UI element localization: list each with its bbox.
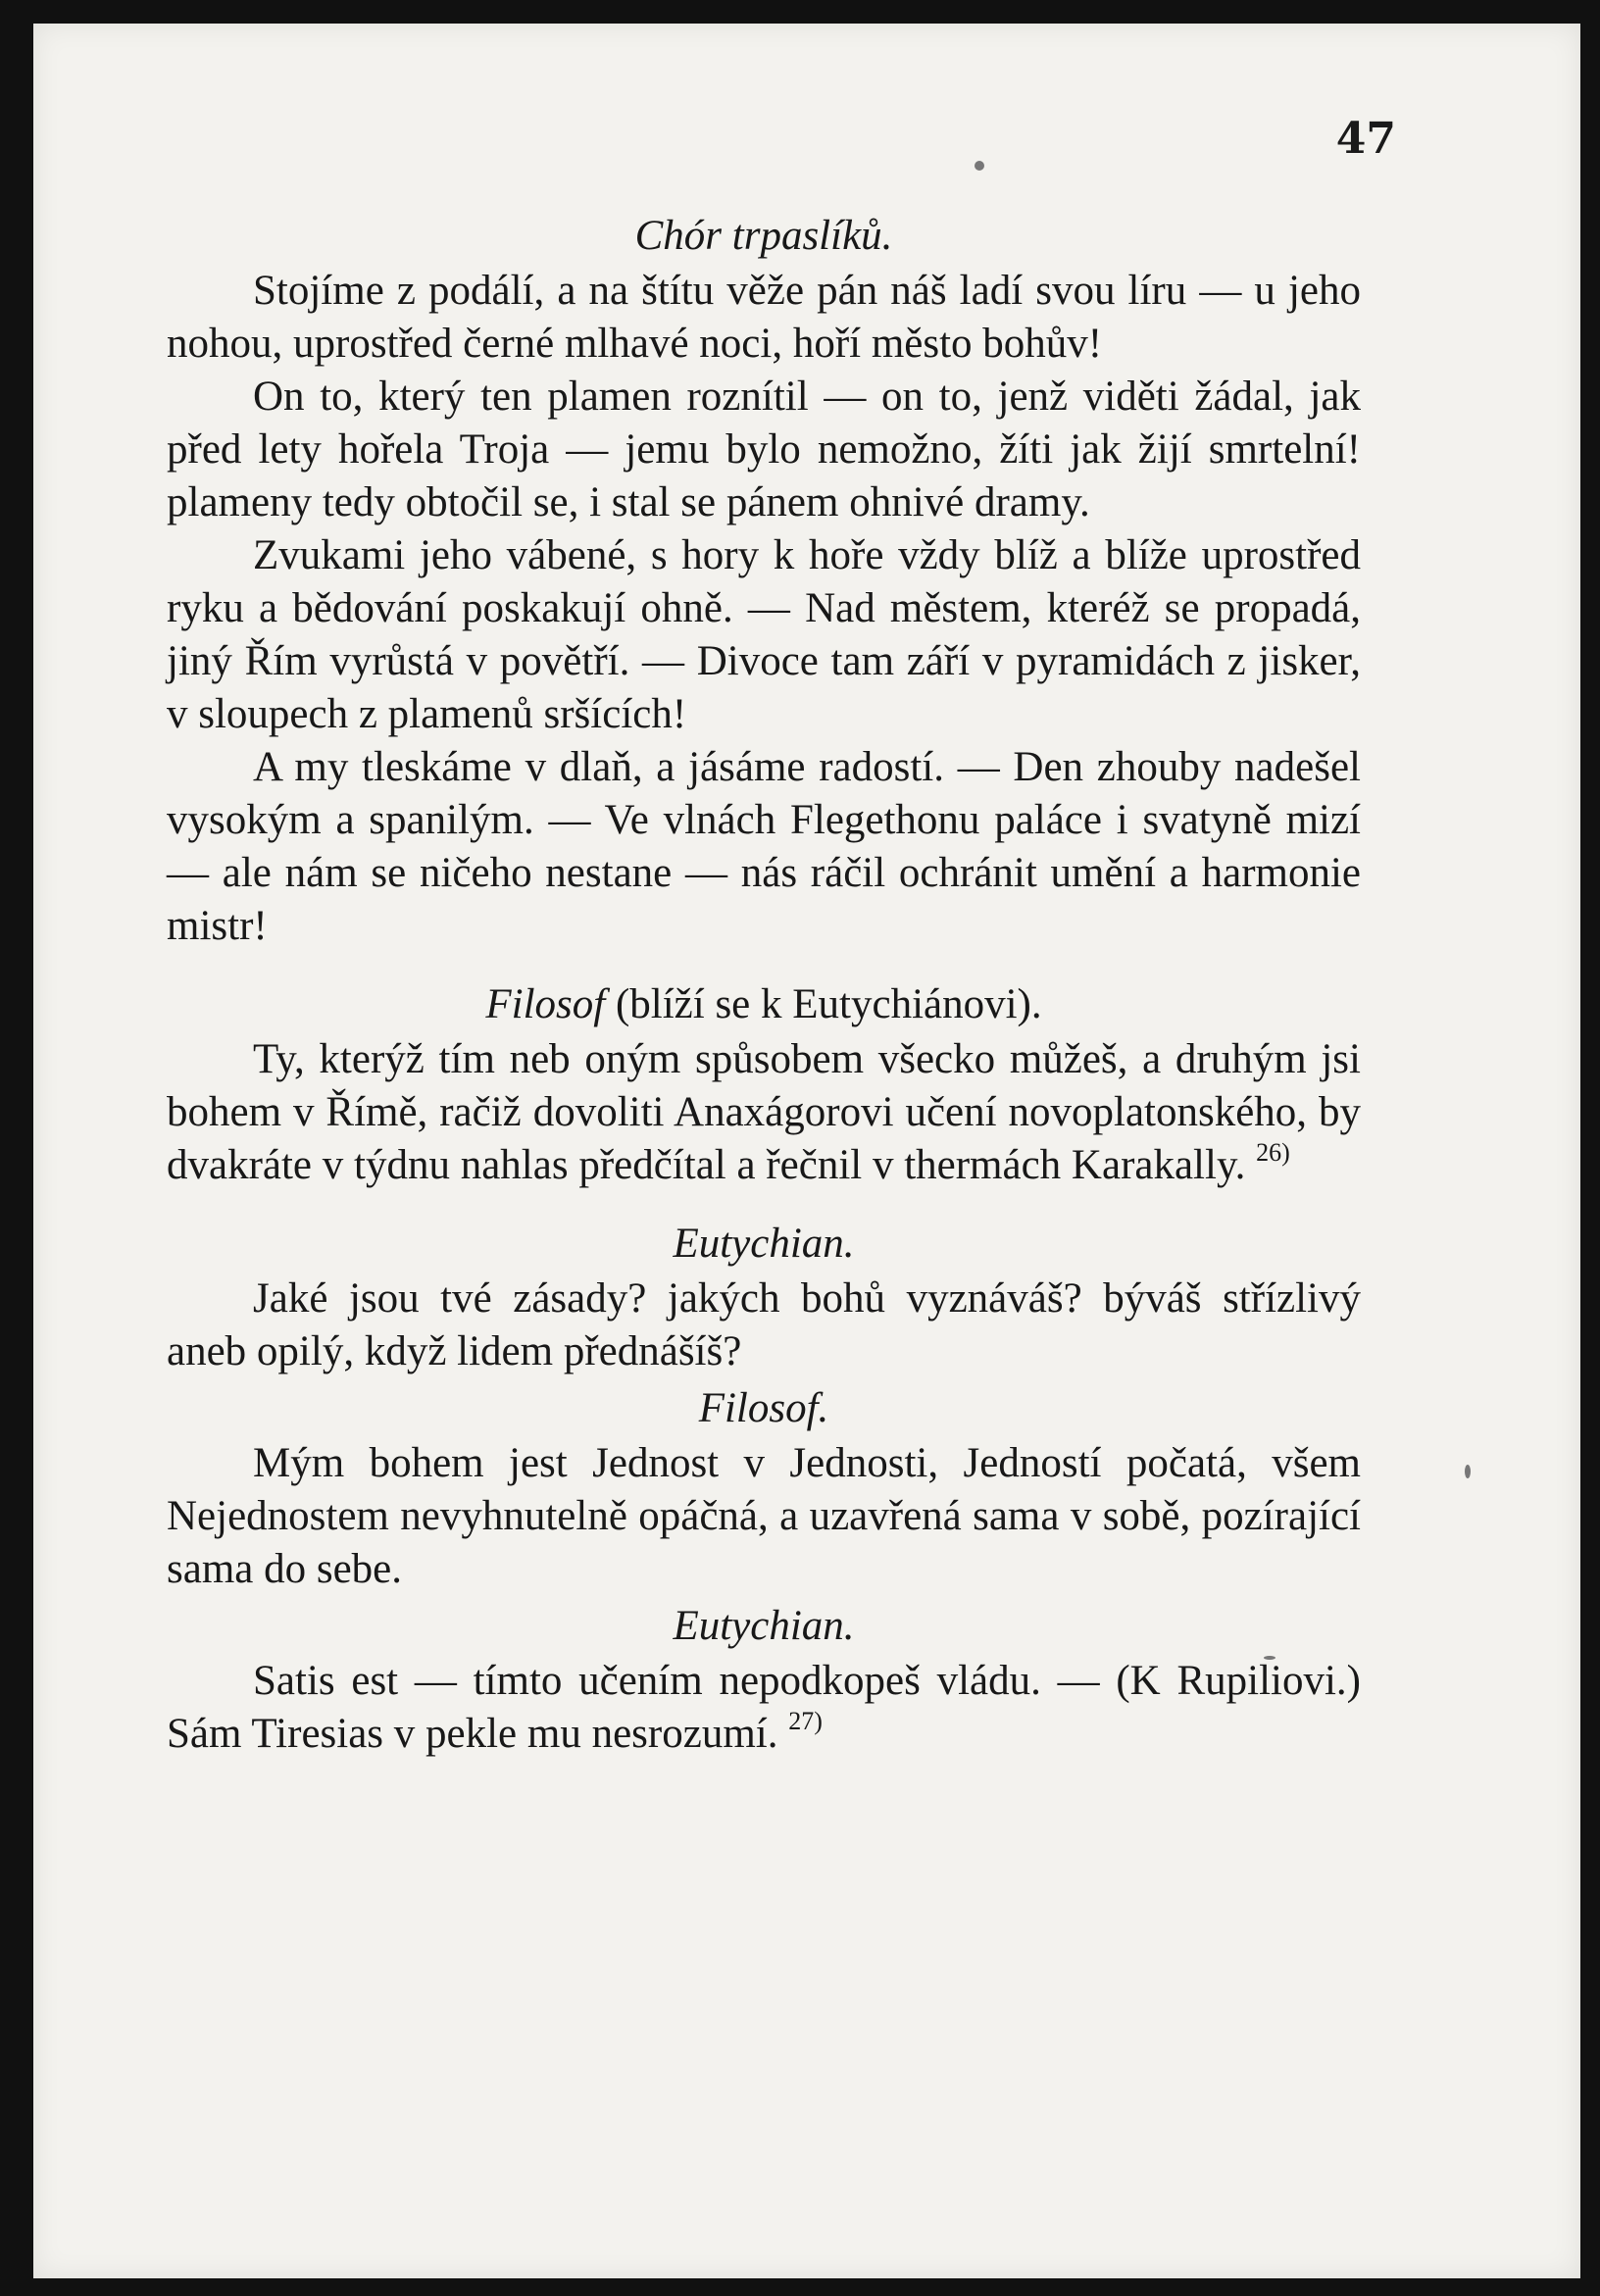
paragraph: On to, který ten plamen roznítil — on to, jenž viděti žádal, jak před lety hořela Troja — jemu bylo nemožno, žíti jak žijí smrtelní! plameny tedy obtočil se, i stal se pánem ohnivé dramy. bbox=[167, 374, 1361, 525]
speaker-name: Eutychian. bbox=[673, 1603, 855, 1649]
speaker-heading bbox=[167, 974, 1361, 1033]
speaker-name: Filosof bbox=[485, 981, 606, 1027]
paragraph: Zvukami jeho vábené, s hory k hoře vždy blíž a blíže uprostřed ryku a bědování poskakují ohně. — Nad městem, kteréž se propadá, jiný Řím vyrůstá v povětří. — Divoce tam září v pyramidách z jisker, v sloupech z plamenů sršících! bbox=[167, 532, 1361, 737]
stage-direction: (blíží se k Eutychiánovi). bbox=[605, 981, 1042, 1027]
paragraph-text: Satis est — tímto učením nepodkopeš vládu. — (K Rupiliovi.) Sám Tiresias v pekle mu nesrozumí. bbox=[167, 1658, 1361, 1757]
page-number: 47 bbox=[1335, 114, 1396, 164]
scan-speck bbox=[975, 161, 984, 171]
footnote-marker: 26) bbox=[1256, 1138, 1290, 1167]
scan-speck bbox=[1465, 1465, 1471, 1478]
speaker-heading bbox=[167, 1596, 1361, 1655]
speaker-name: Filosof. bbox=[698, 1385, 829, 1431]
speaker-heading bbox=[167, 1214, 1361, 1273]
page-text bbox=[167, 206, 1361, 1761]
paragraph bbox=[167, 1033, 1361, 1192]
paragraph: Jaké jsou tvé zásady? jakých bohů vyznáváš? býváš střízlivý aneb opilý, když lidem přednášíš? bbox=[167, 1275, 1361, 1374]
speaker-heading bbox=[167, 206, 1361, 265]
spacer bbox=[167, 953, 1361, 974]
paragraph: A my tleskáme v dlaň, a jásáme radostí. — Den zhouby nadešel vysokým a spanilým. — Ve vlnách Flegethonu paláce i svatyně mizí — ale nám se ničeho nestane — nás ráčil ochránit umění a harmonie mistr! bbox=[167, 744, 1361, 949]
spacer bbox=[167, 1192, 1361, 1214]
footnote-marker: 27) bbox=[788, 1707, 823, 1735]
speaker-name: Chór trpaslíků. bbox=[634, 213, 893, 259]
paragraph bbox=[167, 1655, 1361, 1761]
speaker-name: Eutychian. bbox=[673, 1221, 855, 1267]
paragraph: Mým bohem jest Jednost v Jednosti, Jedností počatá, všem Nejednostem nevyhnutelně opáčná, a uzavřená sama v sobě, pozírající sama do sebe. bbox=[167, 1440, 1361, 1592]
paragraph-text: Ty, kterýž tím neb oným spůsobem všecko můžeš, a druhým jsi bohem v Římě, račiž dovoliti Anaxágorovi učení novoplatonského, by dvakráte v týdnu nahlas předčítal a řečnil v thermách Karakally. bbox=[167, 1036, 1361, 1188]
paragraph: Stojíme z podálí, a na štítu věže pán náš ladí svou líru — u jeho nohou, uprostřed černé mlhavé noci, hoří město bohův! bbox=[167, 268, 1361, 367]
speaker-heading bbox=[167, 1378, 1361, 1437]
